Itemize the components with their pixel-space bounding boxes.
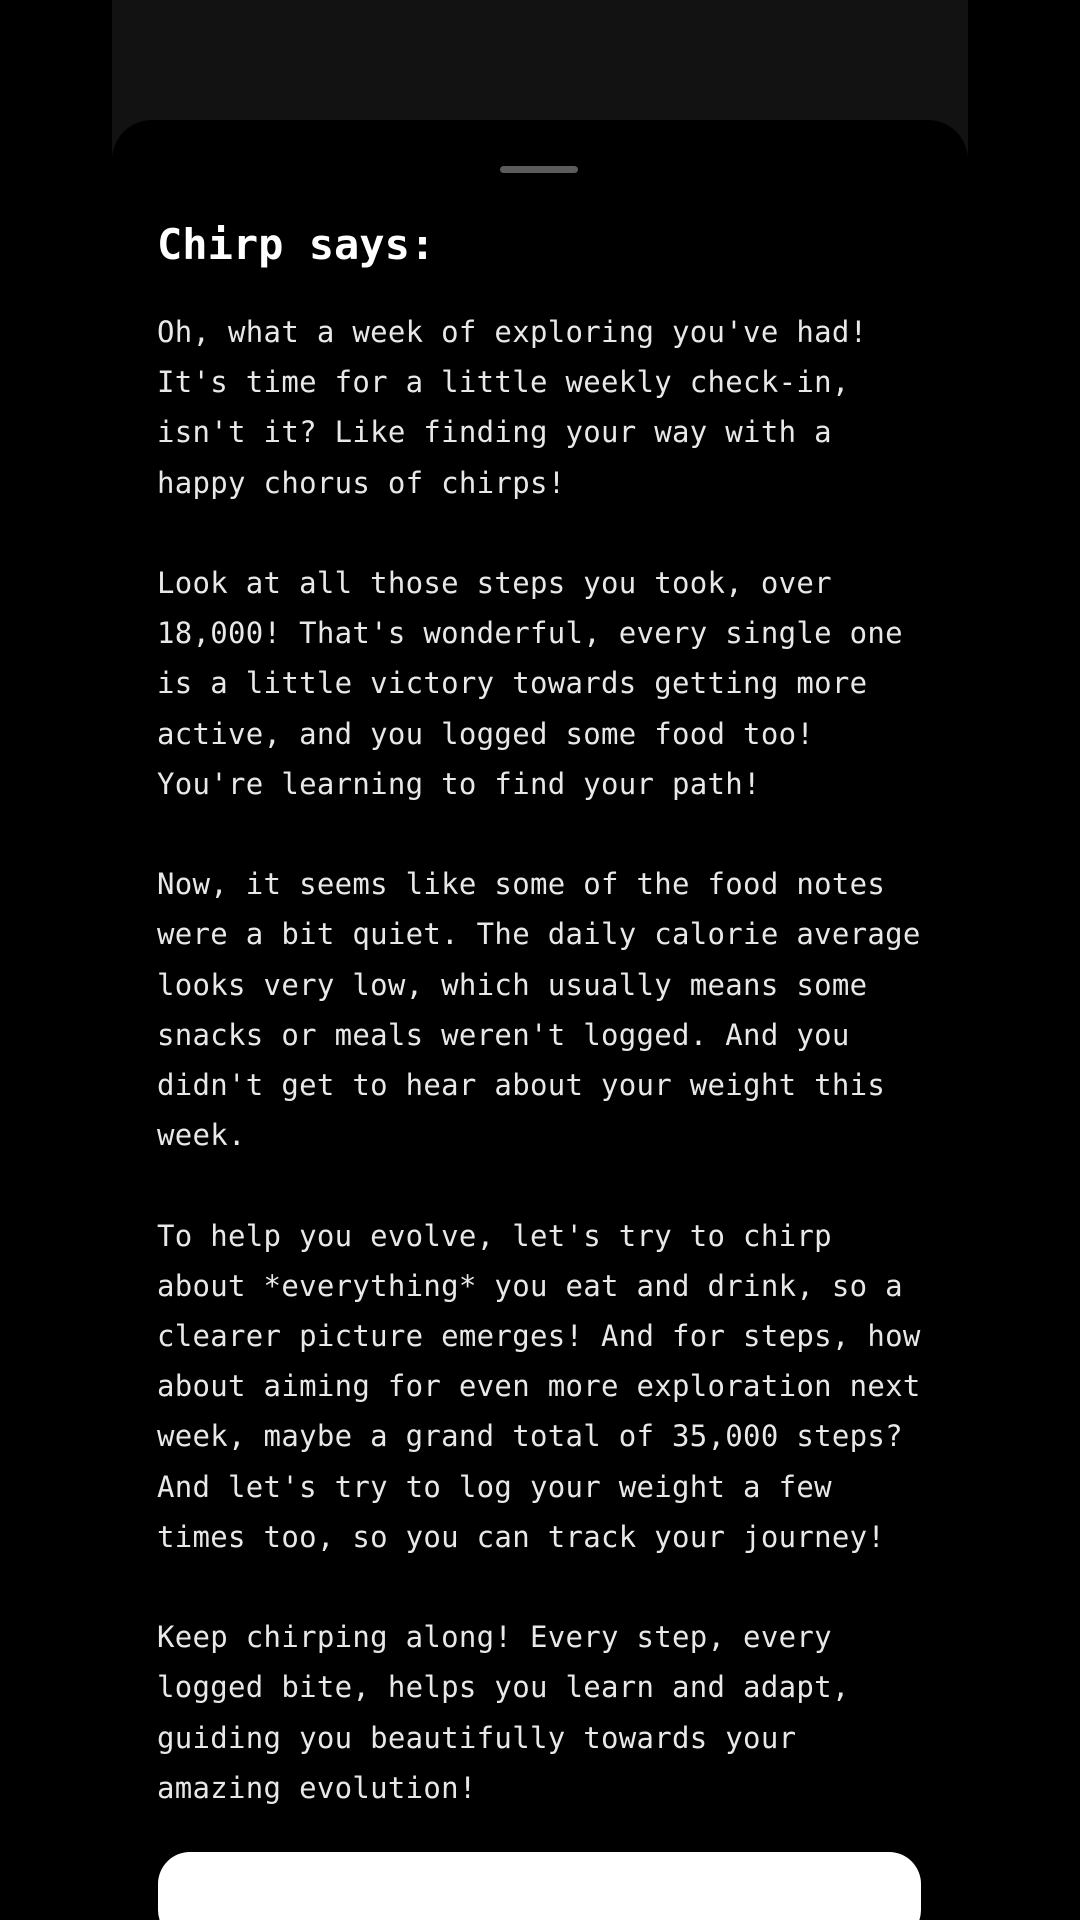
home-indicator[interactable] [435,1894,644,1902]
sheet-title: Chirp says: [157,220,436,269]
sheet-drag-handle[interactable] [500,166,578,173]
message-paragraph-1: Oh, what a week of exploring you've had! It's time for a little weekly check-in, isn't it? Like finding your way with a happy chorus of chirps! [157,315,868,500]
message-paragraph-4: To help you evolve, let's try to chirp about *everything* you eat and drink, so a clearer picture emerges! And for steps, how about aiming for even more exploration next week, maybe a grand total of 35,000 steps? And let's try to log your weight a few times too, so you can track your journey! [157,1218,921,1554]
chirp-message [157,307,937,1863]
message-paragraph-3: Now, it seems like some of the food notes were a bit quiet. The daily calorie average looks very low, which usually means some snacks or meals weren't logged. And you didn't get to hear about your weight this week. [157,867,921,1153]
sheet-action-button[interactable] [158,1852,921,1920]
message-paragraph-5: Keep chirping along! Every step, every logged bite, helps you learn and adapt, guiding you beautifully towards your amazing evolution! [157,1620,850,1805]
bottom-sheet [112,120,968,1920]
message-paragraph-2: Look at all those steps you took, over 18,000! That's wonderful, every single one is a little victory towards getting more active, and you logged some food too! You're learning to find your path! [157,566,903,801]
